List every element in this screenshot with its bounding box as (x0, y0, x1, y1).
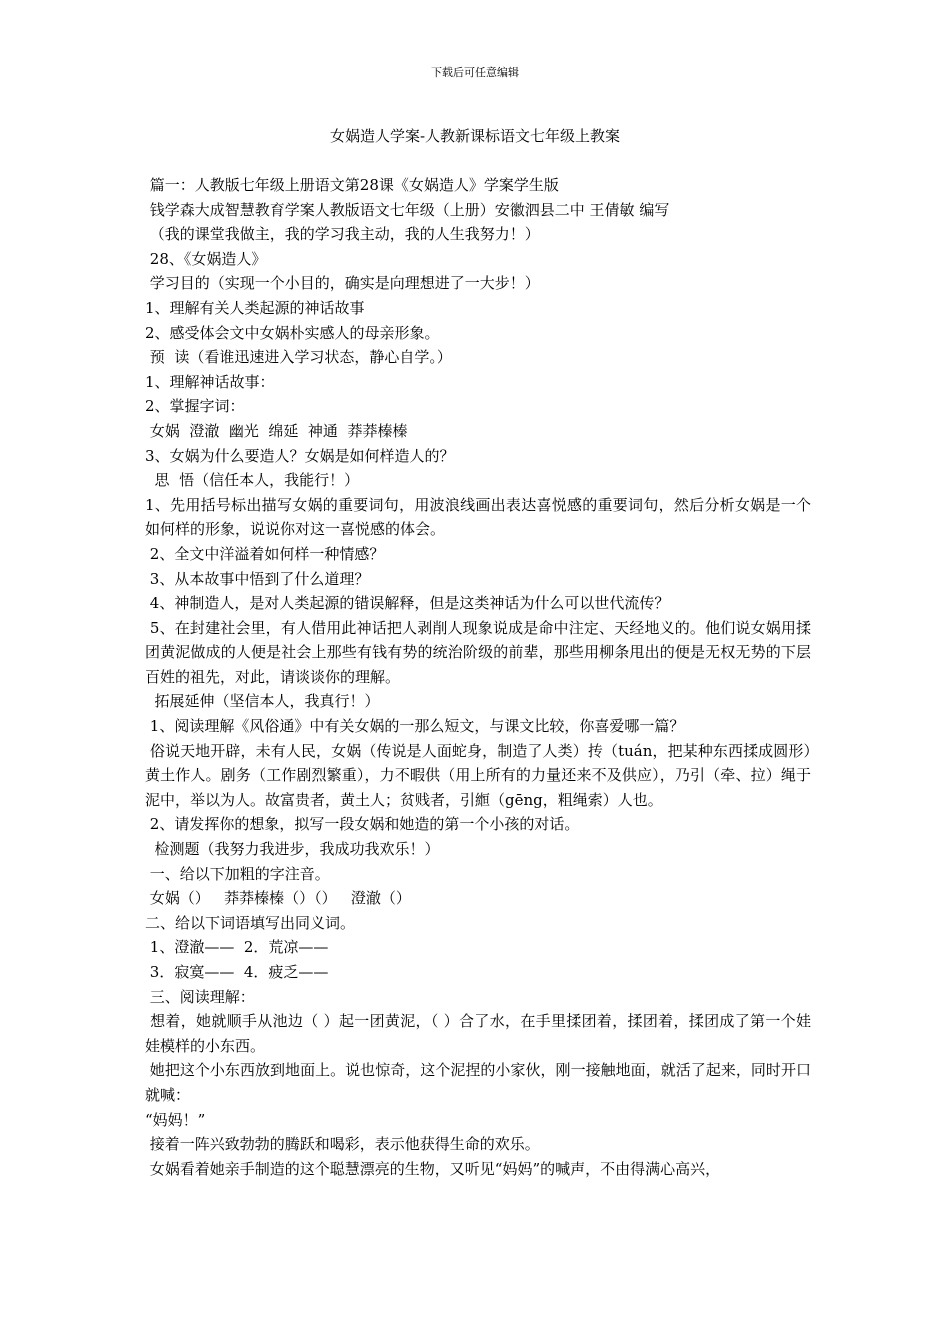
paragraph-5: 学习目的（实现一个小目的，确实是向理想进了一大步！） (145, 274, 540, 293)
paragraph-22: 2、请发挥你的想象，拟写一段女娲和她造的第一个小孩的对话。 (145, 815, 580, 834)
paragraph-30: 想着，她就顺手从池边（ ）起一团黄泥，（ ）合了水，在手里揉团着，揉团着，揉团成了第一个娃娃模样的小东西。 (145, 1012, 811, 1055)
paragraph-25: 女娲（） 莽莽榛榛（）（） 澄澈（） (145, 889, 411, 908)
paragraph-16: 3、从本故事中悟到了什么道理？ (145, 569, 370, 588)
paragraph-24: 一、给以下加粗的字注音。 (145, 864, 330, 883)
paragraph-3: （我的课堂我做主，我的学习我主动，我的人生我努力！） (145, 225, 540, 244)
paragraph-18: 5、在封建社会里，有人借用此神话把人剥削人现象说成是命中注定、天经地义的。他们说女娲用揉团黄泥做成的人便是社会上那些有钱有势的统治阶级的前辈，那些用柳条甩出的便是无权无势的下层百姓的祖先，对此，请谈谈你的理解。 (145, 618, 811, 686)
paragraph-8: 预 读（看谁迅速进入学习状态，静心自学。） (145, 348, 452, 367)
paragraph-33: 接着一阵兴致勃勃的腾跃和喝彩，表示他获得生命的欢乐。 (145, 1135, 540, 1154)
paragraph-34: 女娲看着她亲手制造的这个聪慧漂亮的生物，又听见“妈妈”的喊声，不由得满心高兴， (145, 1159, 721, 1178)
paragraph-17: 4、神制造人，是对人类起源的错误解释，但是这类神话为什么可以世代流传？ (145, 594, 670, 613)
paragraph-13: 思 悟（信任本人，我能行！） (145, 471, 360, 490)
paragraph-4: 28、《女娲造人》 (145, 249, 267, 268)
paragraph-10: 2、掌握字词： (145, 397, 245, 416)
paragraph-27: 1、澄澈—— 2．荒凉—— (145, 938, 329, 957)
paragraph-26: 二、给以下词语填写出同义词。 (145, 913, 356, 932)
paragraph-14: 1、先用括号标出描写女娲的重要词句，用波浪线画出表达喜悦感的重要词句，然后分析女娲是一个如何样的形象，说说你对这一喜悦感的体会。 (145, 495, 811, 539)
paragraph-19: 拓展延伸（坚信本人，我真行！） (145, 692, 380, 711)
paragraph-31: 她把这个小东西放到地面上。说也惊奇，这个泥捏的小家伙，刚一接触地面，就活了起来，同时开口就喊： (145, 1061, 811, 1104)
paragraph-29: 三、阅读理解： (145, 987, 255, 1006)
document-title: 女娲造人学案-人教新课标语文七年级上教案 (329, 127, 621, 145)
header-note: 下载后可任意编辑 (431, 66, 519, 79)
paragraph-21: 俗说天地开辟，未有人民，女娲（传说是人面蛇身，制造了人类）抟（tuán，把某种东西揉成圆形）黄土作人。剧务（工作剧烈繁重），力不暇供（用上所有的力量还来不及供应），乃引（牵、拉）绳于泥中，举以为人。故富贵者，黄土人；贫贱者，引縆（gēng，粗绳索）人也。 (145, 741, 811, 809)
paragraph-28: 3．寂寞—— 4．疲乏—— (145, 963, 329, 981)
paragraph-32: “妈妈！” (145, 1110, 206, 1129)
paragraph-6: 1、理解有关人类起源的神话故事 (145, 298, 365, 317)
document-body (145, 173, 811, 1181)
paragraph-23: 检测题（我努力我进步，我成功我欢乐！） (145, 840, 440, 859)
paragraph-12: 3、女娲为什么要造人？女娲是如何样造人的？ (145, 446, 455, 465)
paragraph-1: 篇一：人教版七年级上册语文第28课《女娲造人》学案学生版 (145, 176, 559, 194)
paragraph-7: 2、感受体会文中女娲朴实感人的母亲形象。 (145, 323, 440, 342)
paragraph-9: 1、理解神话故事： (145, 372, 275, 391)
paragraph-15: 2、全文中洋溢着如何样一种情感？ (145, 544, 385, 563)
paragraph-2: 钱学森大成智慧教育学案人教版语文七年级（上册）安徽泗县二中 王倩敏 编写 (145, 200, 670, 219)
paragraph-20: 1、阅读理解《风俗通》中有关女娲的一那么短文，与课文比较，你喜爱哪一篇？ (145, 717, 685, 736)
paragraph-11: 女娲 澄澈 幽光 绵延 神通 莽莽榛榛 (145, 421, 408, 440)
